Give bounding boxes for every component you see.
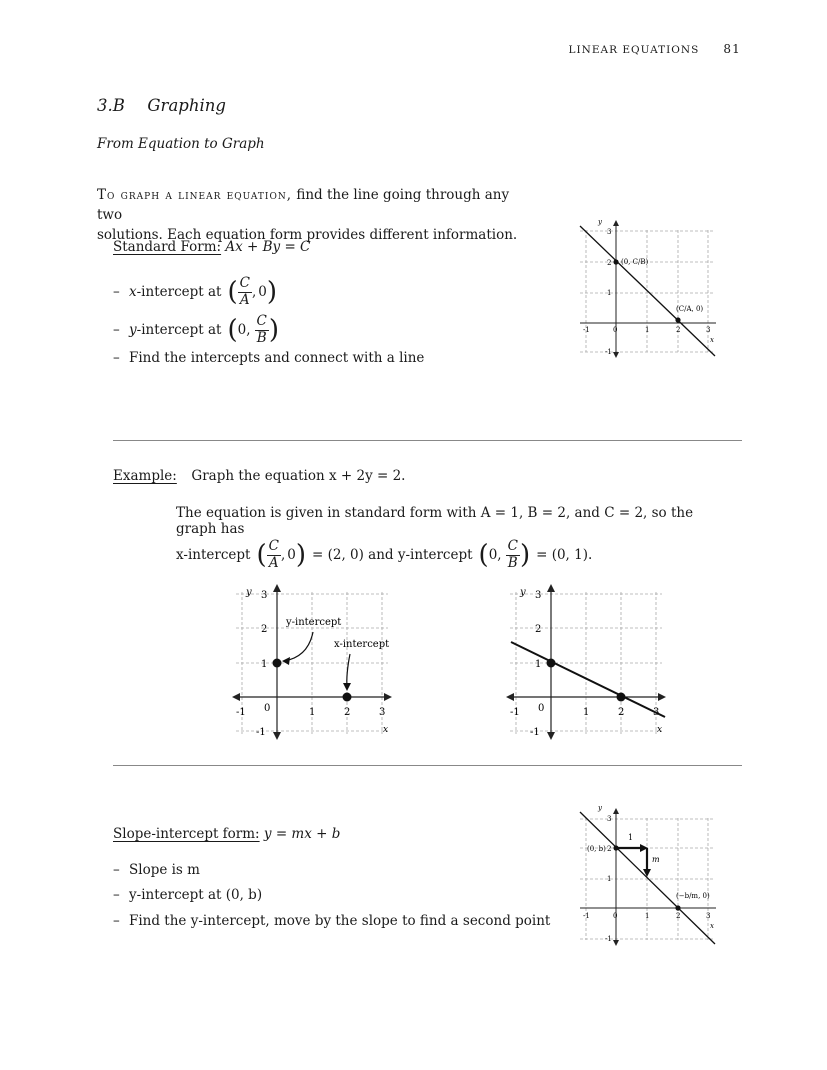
y-tick: 1 <box>607 289 612 297</box>
x-intercept-point <box>343 693 352 702</box>
svg-text:3: 3 <box>653 707 660 718</box>
svg-text:0: 0 <box>538 703 545 714</box>
example-y-intercept-value: = (0, 1). <box>536 547 593 563</box>
svg-text:y: y <box>598 804 602 812</box>
graph-line <box>580 812 715 944</box>
bullet-slope-method: – Find the y-intercept, move by the slope to find a second point <box>113 913 551 929</box>
svg-text:2: 2 <box>261 624 268 635</box>
y-var: y <box>129 322 137 338</box>
graph-line <box>511 642 665 717</box>
svg-text:0: 0 <box>613 912 618 920</box>
y-intercept-label: (0, b) <box>587 845 606 853</box>
x-intercept-point <box>617 693 626 702</box>
example-paragraph: The equation is given in standard form with A = 1, B = 2, and C = 2, so the graph has x-intercept ( $\frac{C}{A}$ , 0 ) = (2, 0) and y-intercept ( 0 , $\frac{C}{B}$ ) = (0, 1). <box>176 505 736 573</box>
x-var: x <box>129 284 137 300</box>
bullet-x-intercept: – x -intercept at ( $\frac{C}{A}$ , 0 ) <box>113 275 277 308</box>
x-tick: -1 <box>583 326 590 334</box>
y-intercept-point <box>273 659 282 668</box>
svg-text:3: 3 <box>706 912 711 920</box>
x-tick: 3 <box>706 326 711 334</box>
svg-text:x: x <box>383 725 389 735</box>
intro-paragraph <box>97 185 537 245</box>
y-axis-arrow-down <box>613 352 619 358</box>
svg-text:3: 3 <box>535 590 542 601</box>
svg-text:1: 1 <box>583 707 590 718</box>
x-intercept-point <box>675 905 680 910</box>
page-number: 81 <box>723 42 741 56</box>
intro-line2: solutions. Each equation form provides different information. <box>97 227 518 243</box>
svg-text:y: y <box>520 587 526 598</box>
bullet-y-intercept: – y -intercept at ( 0 , $\frac{C}{B}$ ) <box>113 313 280 346</box>
svg-text:-1: -1 <box>256 727 266 738</box>
running-title: LINEAR EQUATIONS <box>568 44 700 56</box>
x-tick: 2 <box>676 326 681 334</box>
svg-text:2: 2 <box>535 624 542 635</box>
svg-text:x: x <box>710 922 714 930</box>
fraction-c-over-b: $\frac{C}{B}$ <box>256 313 267 346</box>
svg-text:3: 3 <box>607 815 612 823</box>
svg-text:x: x <box>657 725 663 735</box>
example-label: Example: <box>113 468 177 484</box>
bullet-slope-text: Slope is m <box>129 862 200 878</box>
bullet-slope-y-intercept-text: y-intercept at (0, b) <box>129 887 263 903</box>
svg-text:1: 1 <box>309 707 316 718</box>
example-line1: The equation is given in standard form with A = 1, B = 2, and C = 2, so the graph has <box>176 505 694 537</box>
slope-form-label: Slope-intercept form: <box>113 826 260 842</box>
svg-text:3: 3 <box>379 707 386 718</box>
graph-line <box>580 226 715 356</box>
y-intercept-point <box>547 659 556 668</box>
y-intercept-point <box>613 259 618 264</box>
fraction-c-over-a: $\frac{C}{A}$ <box>239 275 250 308</box>
standard-form-heading <box>113 239 310 255</box>
svg-text:2: 2 <box>676 912 681 920</box>
slope-form-equation: y = mx + b <box>263 826 341 842</box>
section-number: 3.B <box>97 96 125 115</box>
y-axis-label: y <box>598 218 602 226</box>
example-intercepts-graph <box>228 582 398 742</box>
x-tick: 1 <box>645 326 650 334</box>
svg-text:1: 1 <box>535 659 542 670</box>
example-x-intercept-value: = (2, 0) and y-intercept <box>311 547 473 563</box>
standard-form-label: Standard Form: <box>113 239 222 255</box>
standard-form-equation: Ax + By = C <box>225 239 311 255</box>
bullet-connect: – Find the intercepts and connect with a line <box>113 350 425 366</box>
y-tick: 3 <box>607 228 612 236</box>
svg-text:-1: -1 <box>510 707 520 718</box>
bullet-slope-method-text: Find the y-intercept, move by the slope to find a second point <box>129 913 551 929</box>
running-head <box>569 42 741 56</box>
y-intercept-label: (0, C/B) <box>621 258 649 266</box>
example-prompt: Graph the equation x + 2y = 2. <box>191 468 406 484</box>
svg-text:2: 2 <box>344 707 351 718</box>
x-intercept-point <box>675 317 680 322</box>
bullet-dash: – <box>113 284 120 300</box>
x-axis-label: x <box>710 336 714 344</box>
slope-intercept-graph <box>570 800 730 950</box>
x-intercept-label: (C/A, 0) <box>676 305 704 313</box>
divider-bottom <box>113 765 742 766</box>
svg-text:2: 2 <box>618 707 625 718</box>
divider-top <box>113 440 742 441</box>
y-tick: 2 <box>607 259 612 267</box>
bullet-slope-y-intercept: – y-intercept at (0, b) <box>113 887 263 903</box>
x-intercept-callout: x-intercept <box>334 639 390 650</box>
section-name: Graphing <box>147 96 226 115</box>
y-intercept-callout: y-intercept <box>286 617 342 628</box>
svg-text:3: 3 <box>261 590 268 601</box>
y-tick: -1 <box>605 348 612 356</box>
svg-text:-1: -1 <box>530 727 540 738</box>
bullet-connect-text: Find the intercepts and connect with a line <box>129 350 425 366</box>
example-x-intercept-word: x-intercept <box>176 547 251 563</box>
standard-form-graph <box>570 212 730 362</box>
example-heading <box>113 468 405 484</box>
svg-text:y: y <box>246 587 252 598</box>
rise-label: m <box>652 855 660 864</box>
y-axis-arrow-up <box>613 220 619 226</box>
y-intercept-text: -intercept at <box>136 322 222 338</box>
svg-text:1: 1 <box>607 875 612 883</box>
bullet-slope: – Slope is m <box>113 862 200 878</box>
intro-line1: find the line going through any two <box>97 187 510 223</box>
subsection-title: From Equation to Graph <box>97 136 265 152</box>
svg-text:1: 1 <box>261 659 268 670</box>
svg-text:-1: -1 <box>605 935 612 943</box>
slope-form-heading <box>113 826 340 842</box>
svg-text:-1: -1 <box>583 912 590 920</box>
x-intercept-label: (−b/m, 0) <box>676 892 710 900</box>
y-intercept-arrow <box>284 632 313 661</box>
x-intercept-text: -intercept at <box>136 284 222 300</box>
section-title <box>97 96 226 115</box>
intro-lead: To graph a linear equation, <box>97 187 293 203</box>
svg-text:2: 2 <box>607 845 612 853</box>
x-tick: 0 <box>613 326 618 334</box>
run-label: 1 <box>628 833 634 842</box>
svg-text:-1: -1 <box>236 707 246 718</box>
example-line-graph <box>502 582 672 742</box>
svg-text:1: 1 <box>645 912 650 920</box>
svg-text:0: 0 <box>264 703 271 714</box>
